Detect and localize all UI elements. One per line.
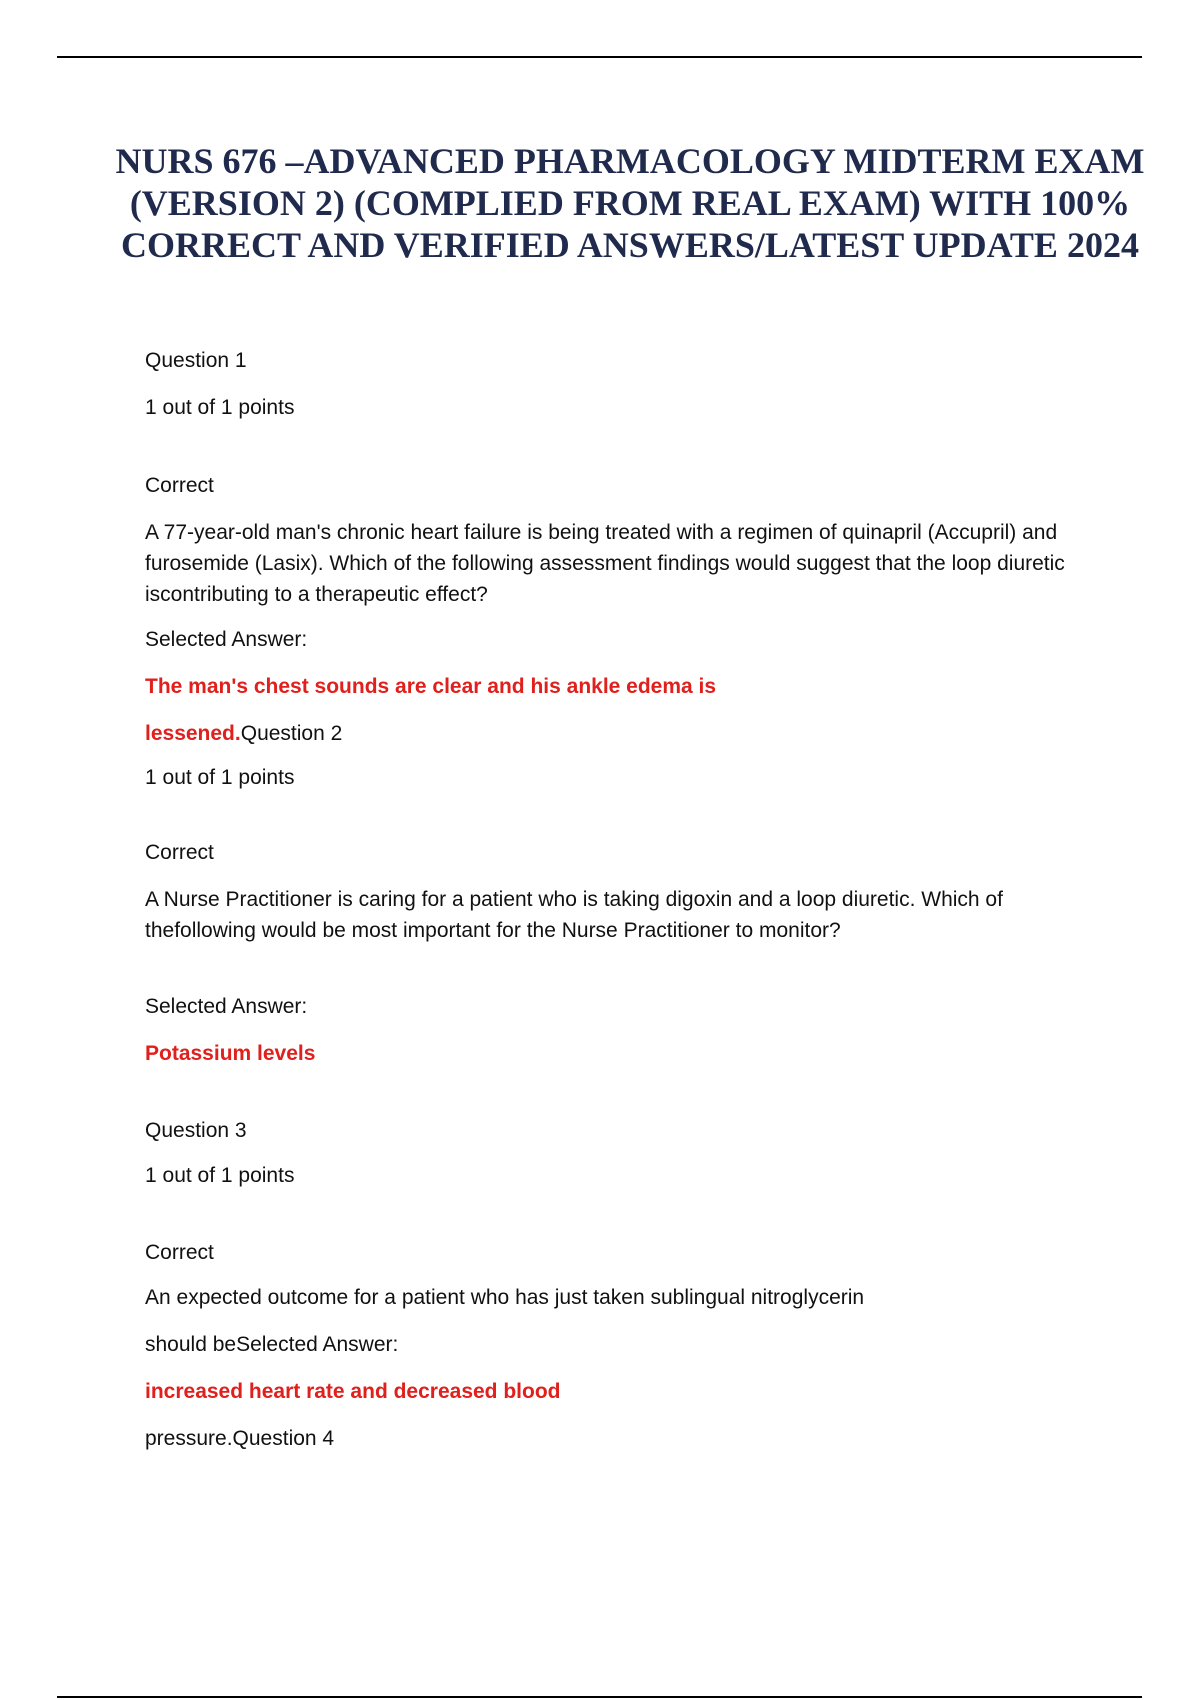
question-points: 1 out of 1 points <box>145 766 295 789</box>
question-points: 1 out of 1 points <box>145 1164 295 1187</box>
question-heading: Question 3 <box>145 1119 247 1142</box>
question-points: 1 out of 1 points <box>145 396 295 419</box>
selected-answer: Potassium levels <box>145 1042 316 1065</box>
question-status: Correct <box>145 1241 214 1264</box>
selected-answer: The man's chest sounds are clear and his ankle edema is <box>145 675 717 698</box>
question-text-tail: should be <box>145 1333 237 1356</box>
question-status: Correct <box>145 841 214 864</box>
top-rule <box>57 56 1142 58</box>
question-text-continued <box>145 1329 1095 1360</box>
question-heading: Question 2 <box>240 722 343 745</box>
question-text: A Nurse Practitioner is caring for a patient who is taking digoxin and a loop diuretic. Which of thefollowing would be most important for the Nurse Practitioner to monitor? <box>145 888 1003 942</box>
question-heading: Question 1 <box>145 349 247 372</box>
answer-continuation-line <box>145 1423 1095 1454</box>
question-status: Correct <box>145 474 214 497</box>
selected-answer-label: Selected Answer: <box>236 1333 399 1356</box>
selected-answer-continued: lessened. <box>145 722 241 745</box>
bottom-rule <box>57 1696 1142 1698</box>
answer-continuation-line <box>145 718 1095 749</box>
selected-answer-label: Selected Answer: <box>145 995 308 1018</box>
question-heading: Question 4 <box>232 1427 335 1450</box>
document-title: NURS 676 –ADVANCED PHARMACOLOGY MIDTERM EXAM (VERSION 2) (COMPLIED FROM REAL EXAM) WITH 100% CORRECT AND VERIFIED ANSWERS/LATEST UPDATE 2024 <box>115 141 1145 265</box>
selected-answer: increased heart rate and decreased blood <box>145 1380 561 1403</box>
question-text: A 77-year-old man's chronic heart failure is being treated with a regimen of quinapril (Accupril) and furosemide (Lasix). Which of the following assessment findings would suggest that the loop diuretic iscontributing to a therapeutic effect? <box>145 521 1065 606</box>
selected-answer-label: Selected Answer: <box>145 628 308 651</box>
exam-content <box>145 345 1095 1454</box>
selected-answer-continued: pressure. <box>145 1427 233 1450</box>
question-text: An expected outcome for a patient who has just taken sublingual nitroglycerin <box>145 1286 865 1309</box>
